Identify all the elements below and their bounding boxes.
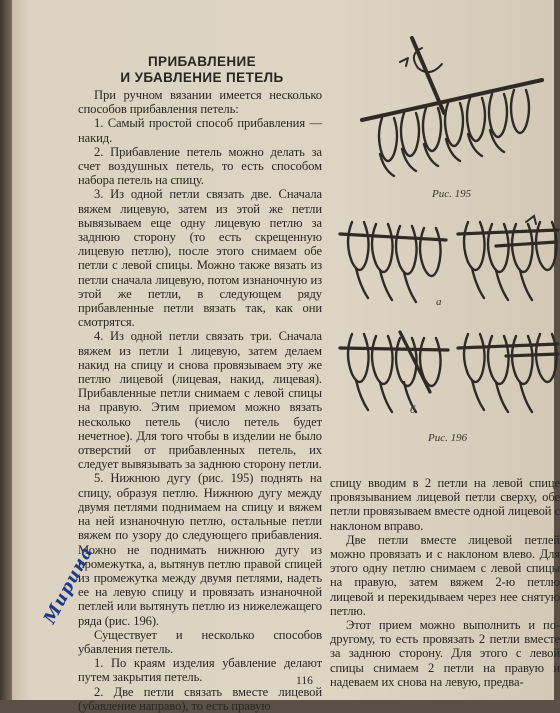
- paragraph: 1. По краям изделия убавление делают путем закрытия петель.: [78, 656, 322, 685]
- figure-196a-right-illustration: [456, 212, 560, 304]
- paragraph: Две петли вместе лицевой петлей можно провязать и с наклоном влево. Для этого одну петлю снимаем с левой спицы на правую, затем вяжем 2-ю петлю лицевой и перекидываем через нее снятую петлю.: [330, 532, 560, 618]
- figure-195-knitting-illustration: [352, 28, 552, 188]
- book-page: [12, 0, 560, 713]
- section-heading: [82, 54, 322, 86]
- figure-196b-left-illustration: [338, 320, 450, 420]
- page-number: 116: [296, 675, 313, 687]
- heading-line-2: И УБАВЛЕНИЕ ПЕТЕЛЬ: [120, 70, 284, 85]
- paragraph: 1. Самый простой способ прибавления — накид.: [78, 116, 322, 145]
- heading-line-1: ПРИБАВЛЕНИЕ: [147, 54, 257, 69]
- paragraph: 2. Прибавление петель можно делать за счет воздушных петель, то есть способом набора петель на спицу.: [78, 144, 322, 188]
- paragraph: 5. Нижнюю дугу (рис. 195) поднять на спицу, образуя петлю. Нижнюю дугу между двумя петлями поднимаем на спицу и вяжем на ней изнаночную петлю, остальные петли вяжем по узору до следующего прибавления. Можно не поднимать нижнюю дугу из промежутка, а, вытянув петлю правой спицей из промежутка между двумя петлями, надеть ее на левую спицу и провязать изнаночной петлей или вытянуть петлю из нижележащего ряда (рис. 196).: [78, 471, 322, 628]
- figure-196-caption: Рис. 196: [428, 432, 468, 444]
- figure-196b-right-illustration: [456, 320, 560, 420]
- figure-196a-left-illustration: [338, 212, 448, 304]
- figure-196-label-b: б: [410, 404, 416, 416]
- right-column-text: [330, 476, 560, 689]
- paragraph: Существует и несколько способов убавления петель.: [78, 627, 322, 656]
- paragraph: 3. Из одной петли связать две. Сначала вяжем лицевую, затем из этой же петли вывязываем еще одну лицевую петлю за заднюю сторону (то есть скрещенную лицевую петлю), после этого снимаем обе петли с левой спицы. Можно также вязать из петли сначала лицевую, потом изнаночную из этой же петли, в следующем ряду прибавленные петли вязать так, как они смотрятся.: [78, 187, 322, 330]
- paragraph: 4. Из одной петли связать три. Сначала вяжем из петли 1 лицевую, затем делаем накид на спицу и снова провязываем эту же петлю лицевой (лицевая, накид, лицевая). Прибавленные петли снимаем с левой спицы на правую. Этим приемом можно вязать несколько петель (число петель будет нечетное). Для того чтобы в изделии не было отверстий от прибавленных петель, их следует вывязывать за заднюю сторону петли.: [78, 329, 322, 472]
- figure-196-label-a: а: [436, 296, 442, 308]
- paragraph: При ручном вязании имеется несколько способов прибавления петель:: [78, 88, 322, 117]
- left-column-text: [78, 88, 322, 713]
- figure-195-caption: Рис. 195: [432, 188, 472, 200]
- paragraph: спицу вводим в 2 петли на левой спице провязыванием лицевой петли сверху, обе петли провязываем вместе одной лицевой с наклоном вправо.: [330, 476, 560, 533]
- handwritten-signature: Мирина: [40, 543, 98, 628]
- paragraph: 2. Две петли связать вместе лицевой (убавление направо), то есть правую: [78, 684, 322, 713]
- book-spine-shadow: [0, 0, 12, 700]
- paragraph: Этот прием можно выполнить и по-другому, то есть провязать 2 петли вместе за заднюю сторону. Для этого с левой спицы снимаем 2 петли на правую и надеваем их снова на левую, предва-: [330, 618, 560, 689]
